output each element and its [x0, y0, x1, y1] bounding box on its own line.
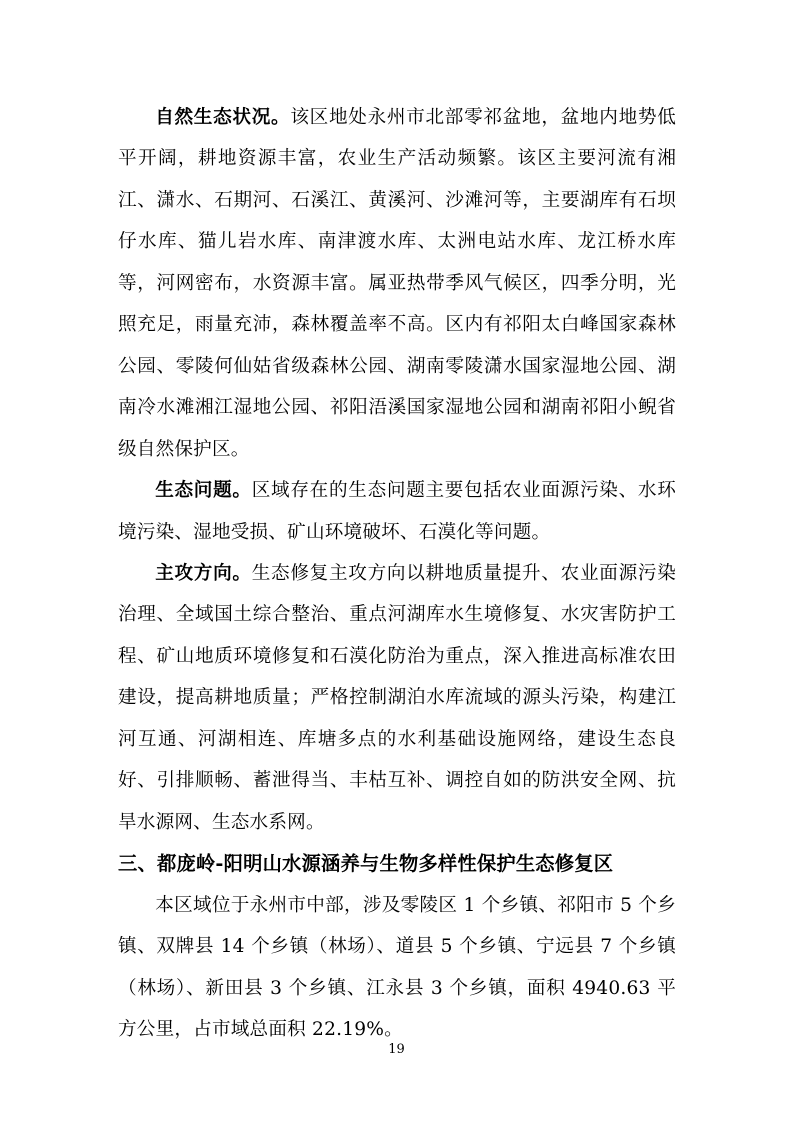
paragraph-lead-main-direction: 主攻方向。 — [155, 562, 252, 584]
paragraph-section3-intro: 本区域位于永州市中部，涉及零陵区 1 个乡镇、祁阳市 5 个乡镇、双牌县 14 个乡镇（林场）、道县 5 个乡镇、宁远县 7 个乡镇（林场）、新田县 3 个乡镇、江永县 3 个乡镇，面积 4940.63 平方公里，占市域总面积 22.19%。 — [118, 894, 676, 1040]
page-footer — [0, 1038, 793, 1057]
paragraph-text-eco-problems: 区域存在的生态问题主要包括农业面源污染、水环境污染、湿地受损、矿山环境破坏、石漠化等问题。 — [118, 480, 676, 543]
paragraph-lead-natural-ecology: 自然生态状况。 — [155, 107, 291, 128]
paragraph-natural-ecology — [118, 97, 676, 470]
paragraph-text-main-direction: 生态修复主攻方向以耕地质量提升、农业面源污染治理、全域国土综合整治、重点河湖库水生境修复、水灾害防护工程、矿山地质环境修复和石漠化防治为重点，深入推进高标准农田建设，提高耕地质量；严格控制湖泊水库流域的源头污染，构建江河互通、河湖相连、库塘多点的水利基础设施网络，建设生态良好、引排顺畅、蓄泄得当、丰枯互补、调控自如的防洪安全网、抗旱水源网、生态水系网。 — [118, 562, 676, 833]
paragraph-eco-problems — [118, 470, 676, 553]
paragraph-main-direction — [118, 553, 676, 843]
section-3-heading: 三、都庞岭-阳明山水源涵养与生物多样性保护生态修复区 — [118, 852, 614, 876]
document-content — [118, 97, 676, 1050]
paragraph-lead-eco-problems: 生态问题。 — [155, 480, 252, 502]
paragraph-text-natural-ecology: 该区地处永州市北部零祁盆地，盆地内地势低平开阔，耕地资源丰富，农业生产活动频繁。该区主要河流有湘江、潇水、石期河、石溪江、黄溪河、沙滩河等，主要湖库有石坝仔水库、猫儿岩水库、南津渡水库、太洲电站水库、龙江桥水库等，河网密布，水资源丰富。属亚热带季风气候区，四季分明，光照充足，雨量充沛，森林覆盖率不高。区内有祁阳太白峰国家森林公园、零陵何仙姑省级森林公园、湖南零陵潇水国家湿地公园、湖南冷水滩湘江湿地公园、祁阳浯溪国家湿地公园和湖南祁阳小鲵省级自然保护区。 — [118, 107, 676, 460]
page-number: 19 — [388, 1042, 405, 1057]
